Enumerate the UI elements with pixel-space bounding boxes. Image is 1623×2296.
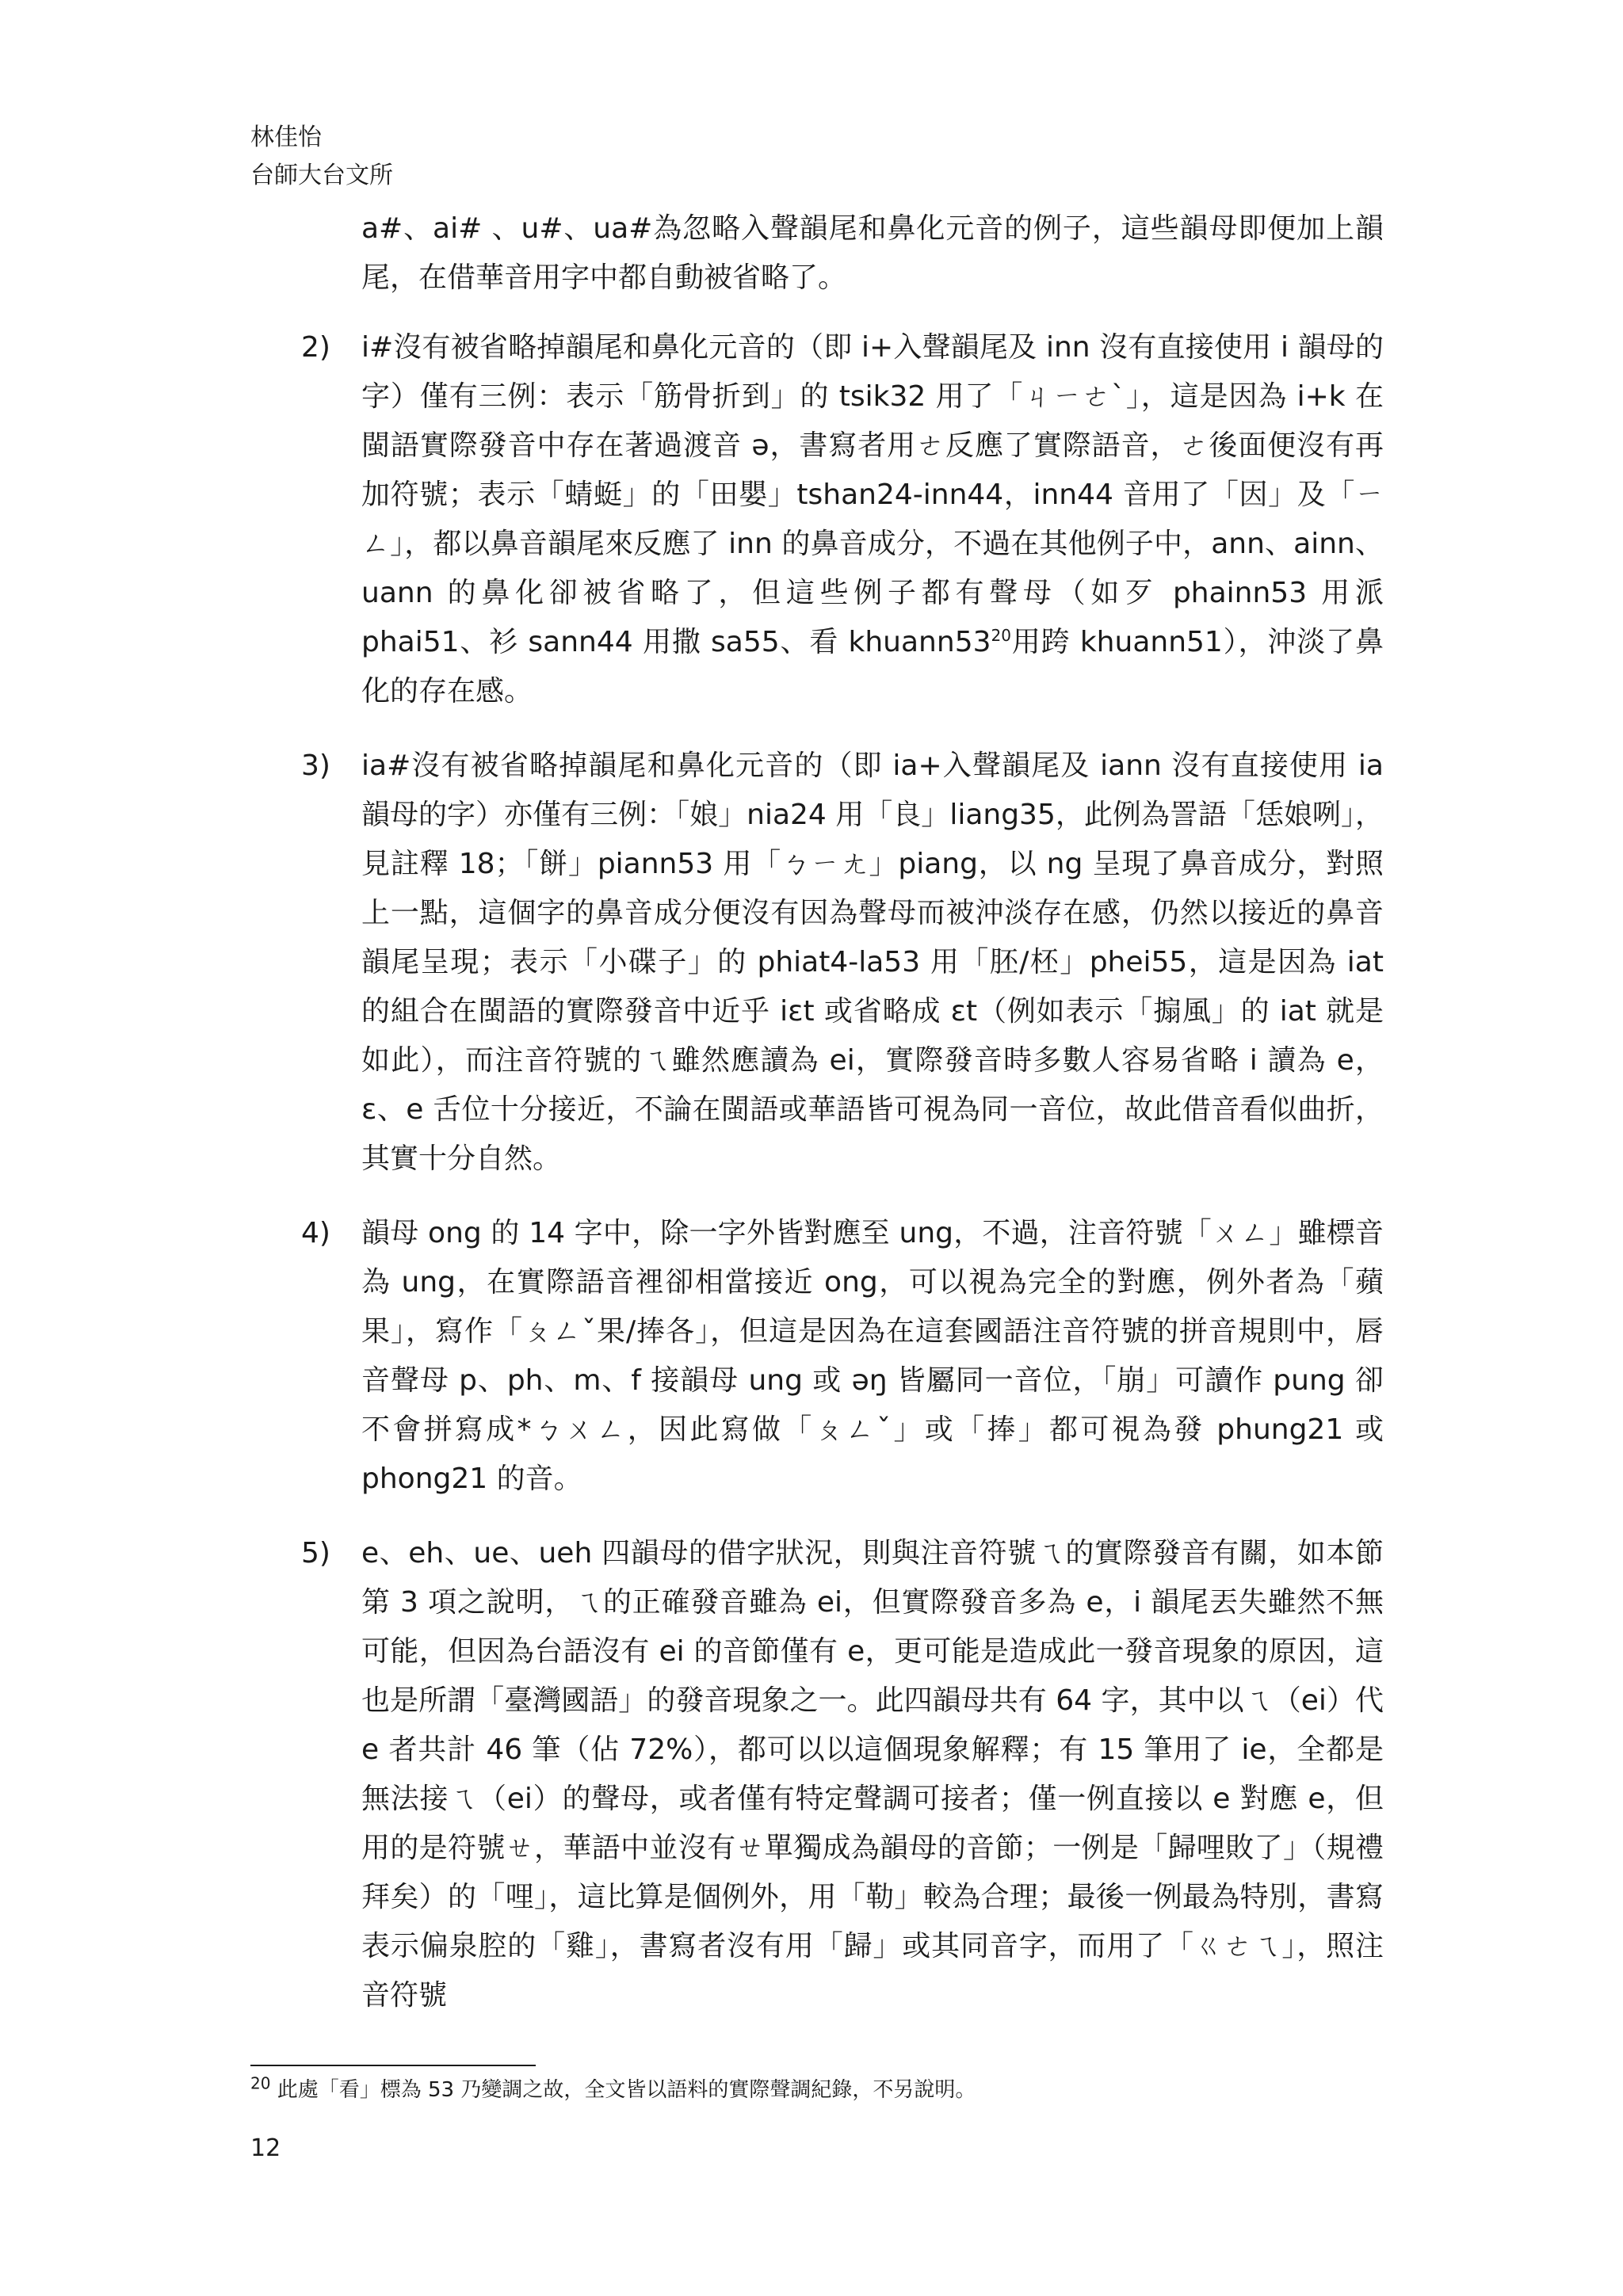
list-item-4 [301,1209,1384,1504]
footnote-divider [250,2065,536,2066]
footnote-text: 此處「看」標為 53 乃變調之故，全文皆以語料的實際聲調紀錄，不另說明。 [277,2078,976,2102]
list-item-5 [301,1529,1384,2020]
running-header [250,119,393,195]
list-item-body: 韻母 ong 的 14 字中，除一字外皆對應至 ung，不過，注音符號「ㄨㄥ」雖標音為 ung，在實際語音裡卻相當接近 ong，可以視為完全的對應，例外者為「蘋果」，寫作「ㄆㄥˇ果/捧各」，但這是因為在這套國語注音符號的拼音規則中，唇音聲母 p、ph、m、f 接韻母 ung 或 əŋ 皆屬同一音位，「崩」可讀作 pung 卻不會拼寫成*ㄅㄨㄥ，因此寫做「ㄆㄥˇ」或「捧」都可視為發 phung21 或 phong21 的音。 [361,1217,1384,1495]
list-item-number: 4) [301,1217,330,1249]
list-item-2 [301,323,1384,716]
page-number: 12 [250,2134,281,2162]
list-item-text: i#沒有被省略掉韻尾和鼻化元音的（即 i+入聲韻尾及 inn 沒有直接使用 i 韻母的字）僅有三例：表示「筋骨折到」的 tsik32 用了「ㄐㄧㄜˋ」，這是因為 i+k 在閩語實際發音中存在著過渡音 ə，書寫者用ㄜ反應了實際語音，ㄜ後面便沒有再加符號；表示「蜻蜓」的「田嬰」tshan24-inn44，inn44 音用了「因」及「ㄧㄥ」，都以鼻音韻尾來反應了 inn 的鼻音成分，不過在其他例子中，ann、ainn、uann 的鼻化卻被省略了，但這些例子都有聲母（如歹 phainn53 用派 phai51、衫 sann44 用撒 sa55、看 khuann53 [361,331,1384,658]
list-item-body [361,323,1384,716]
list-item-number: 3) [301,749,330,782]
intro-paragraph: a#、ai# 、u#、ua#為忽略入聲韻尾和鼻化元音的例子，這些韻母即便加上韻尾，在借華音用字中都自動被省略了。 [361,212,1384,294]
footnote-reference[interactable]: 20 [991,626,1011,645]
list-item-number: 5) [301,1537,330,1569]
list-item-body: e、eh、ue、ueh 四韻母的借字狀況，則與注音符號ㄟ的實際發音有關，如本節第 3 項之說明，ㄟ的正確發音雖為 ei，但實際發音多為 e，i 韻尾丟失雖然不無可能，但因為台語沒有 ei 的音節僅有 e，更可能是造成此一發音現象的原因，這也是所謂「臺灣國語」的發音現象之一。此四韻母共有 64 字，其中以ㄟ（ei）代 e 者共計 46 筆（佔 72%），都可以以這個現象解釋；有 15 筆用了 ie，全都是無法接ㄟ（ei）的聲母，或者僅有特定聲調可接者；僅一例直接以 e 對應 e，但用的是符號ㄝ，華語中並沒有ㄝ單獨成為韻母的音節；一例是「歸哩敗了」（規禮拜矣）的「哩」，這比算是個例外，用「勒」較為合理；最後一例最為特別，書寫表示偏泉腔的「雞」，書寫者沒有用「歸」或其同音字，而用了「ㄍㄜㄟ」，照注音符號 [361,1537,1384,2012]
footnote-number: 20 [250,2073,271,2093]
header-author: 林佳怡 [250,124,322,151]
header-affiliation: 台師大台文所 [250,162,393,189]
list-item-body: ia#沒有被省略掉韻尾和鼻化元音的（即 ia+入聲韻尾及 iann 沒有直接使用 ia 韻母的字）亦僅有三例：「娘」nia24 用「良」liang35，此例為詈語「恁娘咧」，見註釋 18；「餅」piann53 用「ㄅㄧㄤ」piang，以 ng 呈現了鼻音成分，對照上一點，這個字的鼻音成分便沒有因為聲母而被沖淡存在感，仍然以接近的鼻音韻尾呈現；表示「小碟子」的 phiat4-la53 用「胚/柸」phei55，這是因為 iat 的組合在閩語的實際發音中近乎 iɛt 或省略成 ɛt（例如表示「搧風」的 iat 就是如此），而注音符號的ㄟ雖然應讀為 ei，實際發音時多數人容易省略 i 讀為 e，ɛ、e 舌位十分接近，不論在閩語或華語皆可視為同一音位，故此借音看似曲折，其實十分自然。 [361,749,1384,1175]
list-item-text-continued: 用跨 khuann51），沖淡了鼻化的存在感。 [361,626,1384,707]
list-item-3 [301,742,1384,1184]
list-item-number: 2) [301,331,330,364]
footnote [250,2074,1384,2106]
